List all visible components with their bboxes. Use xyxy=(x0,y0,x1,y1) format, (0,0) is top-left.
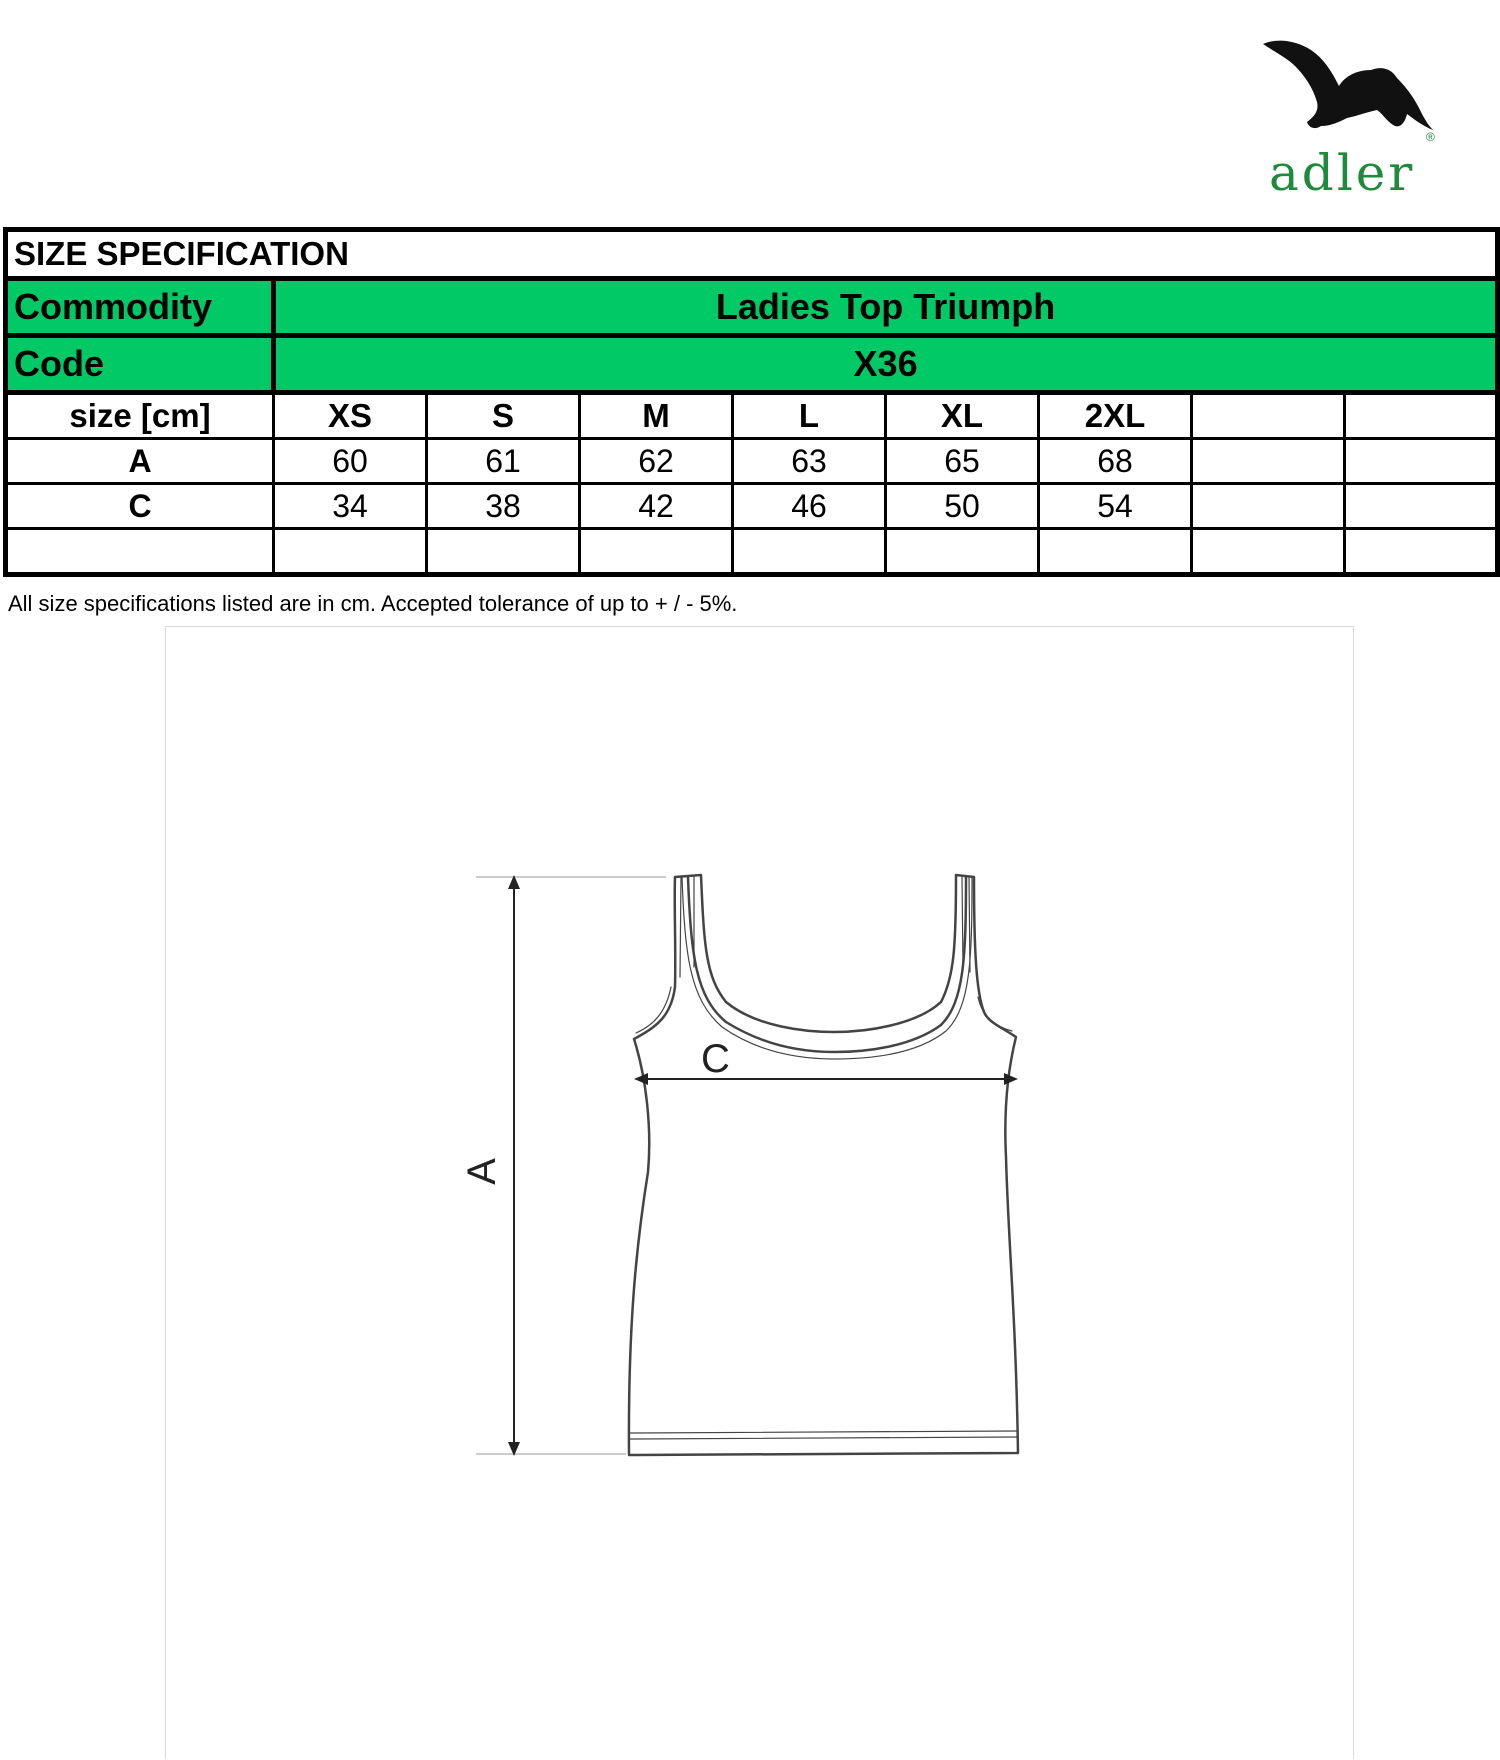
table-cell xyxy=(580,529,733,575)
tolerance-note: All size specifications listed are in cm. Accepted tolerance of up to + / - 5%. xyxy=(8,591,738,616)
table-cell xyxy=(1192,484,1345,529)
brand-name: adler xyxy=(1269,144,1416,202)
table-cell xyxy=(733,529,886,575)
table-cell: 60 xyxy=(274,439,427,484)
table-cell xyxy=(886,529,1039,575)
size-header-cell xyxy=(1192,393,1345,439)
hem-stitch xyxy=(629,1431,1018,1433)
length-label: A xyxy=(459,1158,504,1185)
neckline-binding xyxy=(688,877,966,1052)
brand-logo xyxy=(1255,30,1445,202)
commodity-value: Ladies Top Triumph xyxy=(274,279,1498,336)
size-header-cell: XS xyxy=(274,393,427,439)
table-cell: 54 xyxy=(1039,484,1192,529)
table-cell xyxy=(427,529,580,575)
table-title: SIZE SPECIFICATION xyxy=(6,230,1498,279)
width-label: C xyxy=(701,1037,730,1081)
size-header-cell: M xyxy=(580,393,733,439)
table-cell xyxy=(1345,529,1498,575)
garment-drawing xyxy=(165,626,1354,1759)
row-label: C xyxy=(6,484,274,529)
table-row xyxy=(6,529,1498,575)
table-cell: 63 xyxy=(733,439,886,484)
size-header-label: size [cm] xyxy=(6,393,274,439)
eagle-icon xyxy=(1255,30,1445,140)
size-header-row xyxy=(6,393,1498,439)
table-cell: 68 xyxy=(1039,439,1192,484)
width-dimension xyxy=(634,1073,1018,1085)
size-header-cell xyxy=(1345,393,1498,439)
code-label: Code xyxy=(6,336,274,393)
commodity-label: Commodity xyxy=(6,279,274,336)
code-value: X36 xyxy=(274,336,1498,393)
table-cell: 65 xyxy=(886,439,1039,484)
table-cell: 42 xyxy=(580,484,733,529)
garment-outline xyxy=(629,875,1018,1455)
size-header-cell: L xyxy=(733,393,886,439)
size-header-cell: S xyxy=(427,393,580,439)
table-cell: 62 xyxy=(580,439,733,484)
table-cell: 38 xyxy=(427,484,580,529)
size-header-cell: 2XL xyxy=(1039,393,1192,439)
table-cell xyxy=(1192,529,1345,575)
table-row xyxy=(6,439,1498,484)
table-cell xyxy=(1345,484,1498,529)
row-label xyxy=(6,529,274,575)
registered-mark: ® xyxy=(1426,130,1435,144)
table-cell xyxy=(274,529,427,575)
row-label: A xyxy=(6,439,274,484)
table-cell: 61 xyxy=(427,439,580,484)
table-cell: 46 xyxy=(733,484,886,529)
tank-top-diagram xyxy=(166,627,1355,1760)
table-cell: 34 xyxy=(274,484,427,529)
table-cell xyxy=(1039,529,1192,575)
table-cell xyxy=(1192,439,1345,484)
table-cell xyxy=(1345,439,1498,484)
table-cell: 50 xyxy=(886,484,1039,529)
table-row xyxy=(6,484,1498,529)
size-header-cell: XL xyxy=(886,393,1039,439)
size-specification-table xyxy=(3,227,1500,577)
